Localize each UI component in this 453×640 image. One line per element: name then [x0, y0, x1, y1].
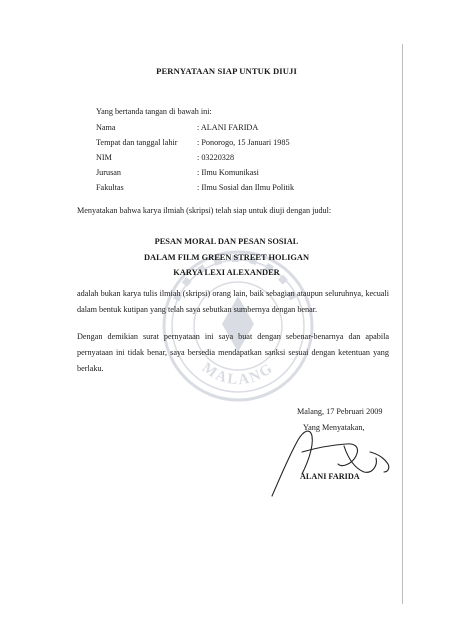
field-fakultas — [96, 183, 294, 192]
field-nim — [96, 153, 234, 162]
field-nama — [96, 123, 258, 132]
seal-text: MALANG — [198, 359, 278, 389]
intro-text: Yang bertanda tangan di bawah ini: — [96, 107, 212, 116]
place-date: Malang, 17 Pebruari 2009 — [297, 407, 383, 416]
work-title-line3: KARYA LEXI ALEXANDER — [173, 268, 280, 277]
field-label: NIM — [96, 153, 112, 162]
signatory-role: Yang Menyatakan, — [303, 423, 365, 432]
field-value: : 03220328 — [197, 153, 235, 162]
closing-paragraph: Dengan demikian surat pernyataan ini saya buat dengan sebenar-benarnya dan apabila pernyataan ini tidak benar, saya bersedia mendapatkan sanksi sesuai dengan ketentuan yang berlaku. — [77, 332, 389, 373]
field-birth — [96, 138, 290, 147]
field-label: Tempat dan tanggal lahir — [96, 138, 178, 147]
originality-paragraph: adalah bukan karya tulis ilmiah (skripsi) orang lain, baik sebagian ataupun seluruhnya, kecuali dalam bentuk kutipan yang telah saya sebutkan sumbernya dengan benar. — [77, 289, 389, 314]
field-jurusan — [96, 168, 259, 177]
field-value: : Ilmu Sosial dan Ilmu Politik — [197, 183, 295, 192]
document-title: PERNYATAAN SIAP UNTUK DIUJI — [156, 66, 297, 76]
field-value: : Ponorogo, 15 Januari 1985 — [197, 138, 290, 147]
page-edge-line — [402, 44, 403, 604]
handwritten-signature — [260, 418, 395, 498]
work-title-line2: DALAM FILM GREEN STREET HOLIGAN — [143, 253, 310, 262]
field-value: : Ilmu Komunikasi — [197, 168, 259, 177]
signatory-name: ALANI FARIDA — [300, 472, 360, 481]
field-label: Nama — [96, 123, 116, 132]
work-title-line1: PESAN MORAL DAN PESAN SOSIAL — [154, 237, 299, 246]
field-label: Fakultas — [96, 183, 124, 192]
field-value: : ALANI FARIDA — [197, 123, 259, 132]
field-label: Jurusan — [96, 168, 122, 177]
statement-text: Menyatakan bahwa karya ilmiah (skripsi) telah siap untuk diuji dengan judul: — [77, 206, 332, 215]
